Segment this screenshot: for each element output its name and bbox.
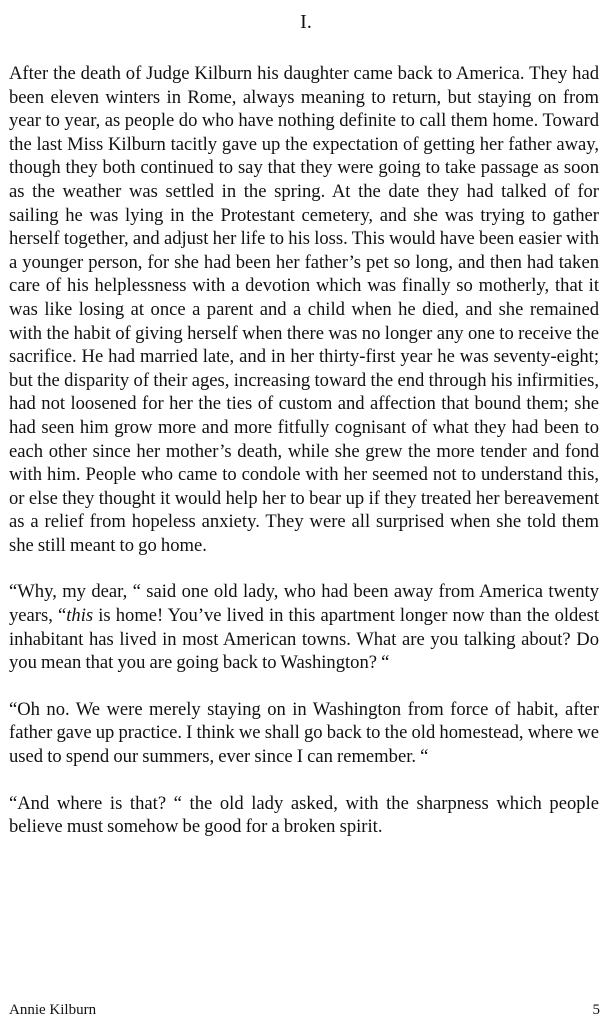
chapter-heading: I.	[300, 11, 312, 33]
paragraph-opening: After the death of Judge Kilburn his daughter came back to America. They had been eleven winters in Rome, always meaning to return, but staying on from year to year, as people do who have nothing definite to call them home. Toward the last Miss Kilburn tacitly gave up the expectation of getting her father away, though they both continued to say that they were going to take passage as soon as the weather was settled in the spring. At the date they had talked of for sailing he was lying in the Protestant cemetery, and she was trying to gather herself together, and adjust her life to his loss. This would have been easier with a younger person, for she had been her father’s pet so long, and then had taken care of his helplessness with a devotion which was finally so motherly, that it was like losing at once a parent and a child when he died, and she remained with the habit of giving herself when there was no longer any one to receive the sacrifice. He had married late, and in her thirty-first year he was seventy-eight; but the disparity of their ages, increasing toward the end through his infirmities, had not loosened for her the ties of custom and affection that bound them; she had seen him grow more and more fitfully cognisant of what they had been to each other since her mother’s death, while she grew the more tender and fond with him. People who came to condole with her seemed not to understand this, or else they thought it would help her to bear up if they treated her bereavement as a relief from hopeless anxiety. They were all surprised when she told them she still meant to go home.	[9, 63, 599, 556]
paragraph-reply: “Oh no. We were merely staying on in Washington from force of habit, after father gave up practice. I think we shall go back to the old homestead, where we used to spend our summers, ever since I can remember. “	[9, 698, 599, 768]
chapter-body	[9, 62, 599, 862]
dialogue-after-emphasis: is home! You’ve lived in this apartment longer now than the oldest inhabitant has lived in most American towns. What are you talking about? Do you mean that you are going back to Washington? “	[9, 605, 600, 674]
dialogue-before-emphasis: “Why, my dear, “ said one old lady, who had been away from America twenty years, “	[9, 581, 599, 627]
page-number: 5	[592, 1002, 600, 1018]
emphasized-word: this	[66, 605, 94, 627]
paragraph-old-lady-question	[9, 580, 599, 674]
footer-book-title: Annie Kilburn	[9, 1002, 97, 1018]
paragraph-final-question: “And where is that? “ the old lady asked, with the sharpness which people believe must somehow be good for a broken spirit.	[9, 792, 599, 838]
